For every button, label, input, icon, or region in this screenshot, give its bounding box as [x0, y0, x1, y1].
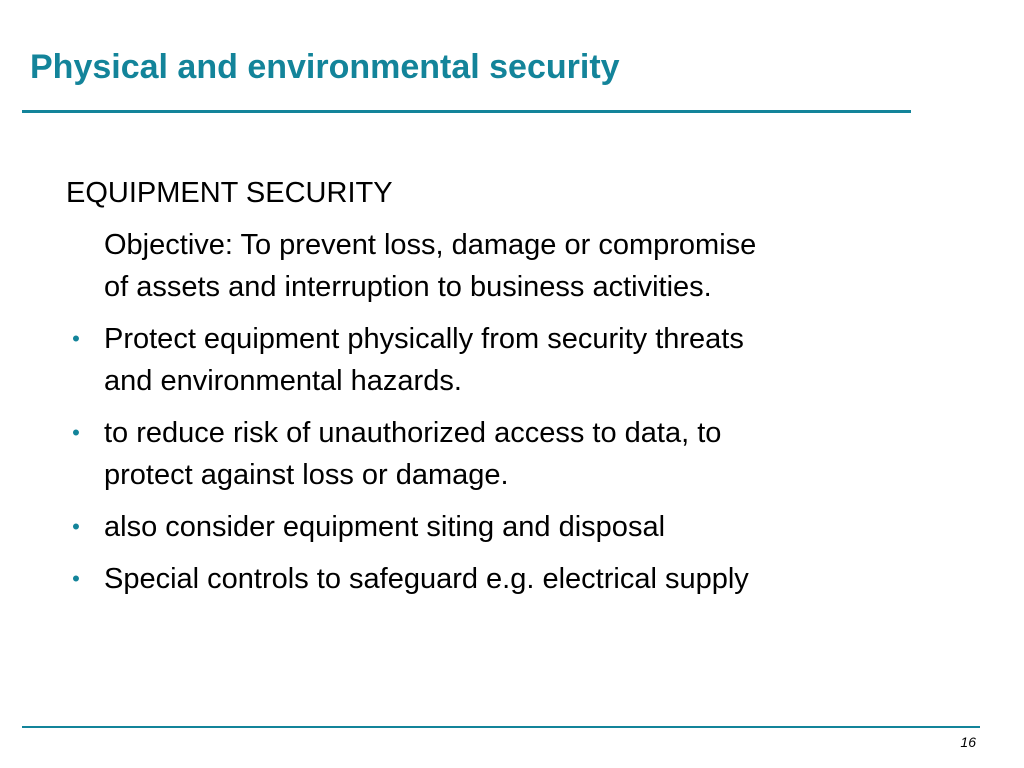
- section-heading: EQUIPMENT SECURITY: [66, 177, 393, 209]
- bullet-icon: •: [72, 514, 80, 539]
- bullet-icon: •: [72, 326, 80, 351]
- footer-divider: [22, 726, 980, 728]
- bullet-item: [66, 318, 926, 402]
- page-number: 16: [960, 734, 976, 750]
- slide-title: Physical and environmental security: [30, 48, 620, 86]
- objective-line: Objective: To prevent loss, damage or compromise: [104, 229, 757, 261]
- bullet-line: Protect equipment physically from security threats: [104, 323, 744, 355]
- bullet-icon: •: [72, 420, 80, 445]
- bullet-item: [66, 412, 926, 496]
- bullet-line: to reduce risk of unauthorized access to data, to: [104, 417, 722, 449]
- bullet-line: Special controls to safeguard e.g. electrical supply: [104, 563, 749, 595]
- bullet-item: [66, 558, 926, 600]
- bullet-item: [66, 506, 926, 548]
- bullet-line: also consider equipment siting and disposal: [104, 511, 666, 543]
- title-divider: [22, 110, 911, 113]
- slide-body: [66, 172, 926, 600]
- objective-line: of assets and interruption to business activities.: [104, 271, 712, 303]
- objective-text: [104, 224, 926, 308]
- bullet-line: protect against loss or damage.: [104, 459, 509, 491]
- bullet-icon: •: [72, 566, 80, 591]
- bullet-list: [66, 318, 926, 600]
- bullet-line: and environmental hazards.: [104, 365, 462, 397]
